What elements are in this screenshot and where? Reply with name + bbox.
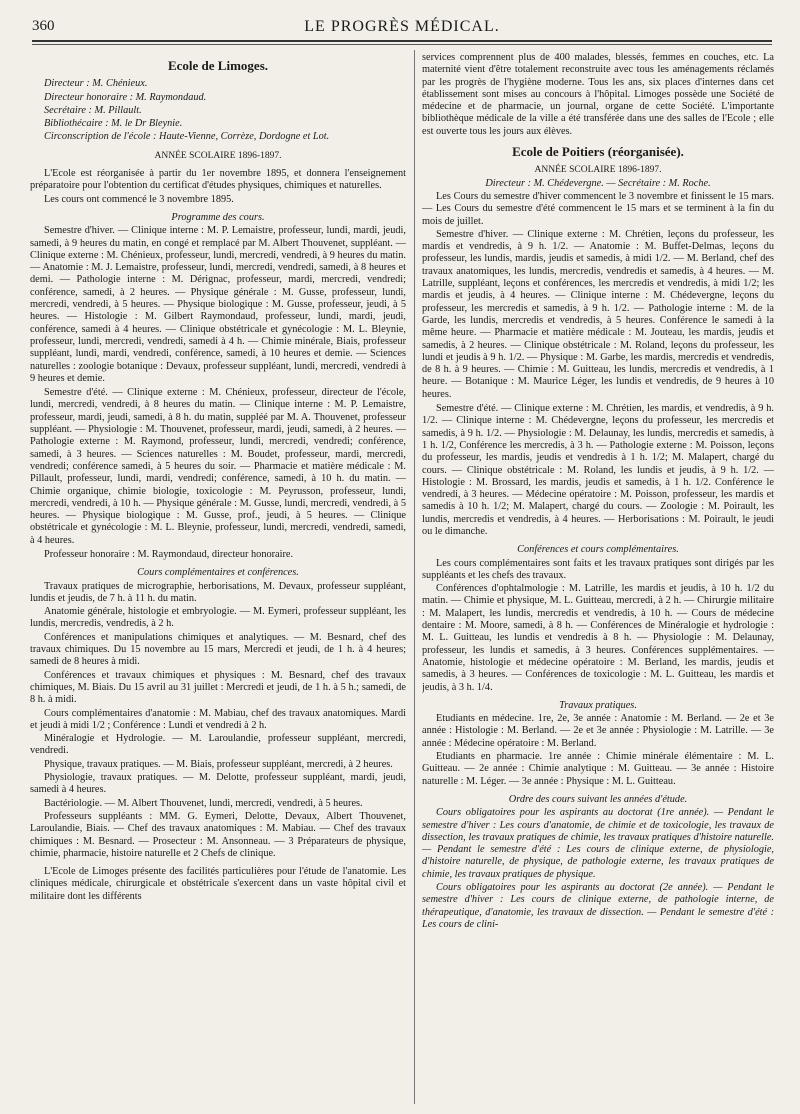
- limoges-summer-semester: Semestre d'été. — Clinique externe : M. Chénieux, professeur, directeur de l'école, lundi, mercredi, vendredi, à 8 heures du matin. — Clinique interne : M. P. Lemaistre, professeur, mardi, jeudi, samedi, à 8 h. du matin, suppléé par M. A. Thouvenet, professeur suppléant. — Physiologie : M. Thouvenet, professeur, mardi, jeudi, samedi, à 2 heures. — Pathologie externe : M. Raymond, professeur, lundi, mercredi, vendredi; conférence, samedi, à 3 heures. — Sciences naturelles : M. Boudet, professeur, mardi, mercredi, vendredi; conférence samedi, à 5 heures du soir. — Pharmacie et matière médicale : M. Pillault, professeur, lundi, mardi, vendredi; conférence, samedi, à 10 h. du matin. — Chimie organique, chimie biologie, toxicologie : M. Peyrusson, professeur, lundi, mercredi, vendredi, à 10 h. — Physique générale : M. Gusse, lundi, mercredi, vendredi, à 5 heures. — Physique biologique : M. Gusse, prof., jeudi, à 5 heures. — Clinique obstétricale et gynécologie : M. L. Bleynie, professeur, lundi, mercredi, vendredi, samedi, à 4 heures.: [30, 387, 406, 546]
- poitiers-order-year2: Cours obligatoires pour les aspirants au doctorat (2e année). — Pendant le semestre d'hiver : Les cours de clinique externe, de pathologie interne, de thérapeutique, d'anatomie, les travaux de dissection. — Pendant le semestre d'été : Les cours de clini-: [422, 882, 774, 930]
- header-rule: [32, 40, 772, 42]
- journal-title: LE PROGRÈS MÉDICAL.: [304, 18, 500, 35]
- limoges-staff-line: Directeur : M. Chénieux.: [44, 78, 148, 90]
- limoges-compl-item: Travaux pratiques de micrographie, herborisations, M. Devaux, professeur suppléant, lundis et jeudis, de 7 h. à 11 h. du matin.: [30, 580, 406, 604]
- poitiers-intro: Les Cours du semestre d'hiver commencent le 3 novembre et finissent le 15 mars. — Les Cours du semestre d'été commencent le 15 mars et se terminent à la fin du mois de juillet.: [422, 190, 774, 227]
- limoges-compl-item: Physique, travaux pratiques. — M. Biais, professeur suppléant, mercredi, à 2 heures.: [44, 758, 393, 770]
- limoges-staff-line: Bibliothécaire : M. le Dr Bleynie.: [44, 118, 183, 130]
- page-header: [32, 18, 772, 40]
- column-divider: [414, 50, 415, 1104]
- poitiers-tp-heading: Travaux pratiques.: [559, 699, 637, 711]
- limoges-compl-item: Anatomie générale, histologie et embryologie. — M. Eymeri, professeur suppléant, les lundis, mercredis, vendredis, à 2 h.: [30, 606, 406, 630]
- poitiers-year-heading: ANNÉE SCOLAIRE 1896-1897.: [534, 165, 662, 176]
- poitiers-summer-semester: Semestre d'été. — Clinique externe : M. Chrétien, les mardis, et vendredis, à 9 h. 1/2. — Clinique interne : M. Chédevergne, leçons du professeur, les mercredis et samedis, à 9 h. 1/2. — Physiologie : M. Delaunay, les lundis, mercredis et samedis, à 1 h. 1/2, Conférence les mercredis, à 3 h. — Pathologie externe : M. Poisson, leçons du professeur, les mardis, jeudis et vendredis à 1 h. 1/2; M. Malapert, chargé du cours. — Clinique obstétricale : M. Roland, les lundis et jeudis, à 9 h. 1/2. — Histologie : M. Brossard, les mardis, jeudis et samedis, à 1 h. 1/2. Conférence le vendredi, à 3 heures. — Médecine opératoire : M. Poisson, professeur, les mardis et samedis à 10 h. 1/2; M. Malapert, chargé du cours. — Zoologie : M. Poirault, les lundis, mercredis et vendredis, à 4 heures. — Herborisations : M. Poirault, le jeudi ou le dimanche.: [422, 403, 774, 537]
- limoges-compl-item: Cours complémentaires d'anatomie : M. Mabiau, chef des travaux anatomiques. Mardi et jeudi à midi 1/2 ; Conférence : Lundi et vendredi à 2 h.: [30, 707, 406, 731]
- limoges-compl-item: Conférences et travaux chimiques et physiques : M. Besnard, chef des travaux chimiques, M. Biais. Du 15 avril au 31 juillet : Mercredi et jeudi, de 1 h. à 5 h.; samedi, de 8 h. à midi.: [30, 669, 406, 706]
- limoges-title: Ecole de Limoges.: [167, 58, 268, 73]
- limoges-program-heading: Programme des cours.: [171, 211, 265, 223]
- limoges-staff-line: Circonscription de l'école : Haute-Vienne, Corrèze, Dordogne et Lot.: [44, 131, 330, 143]
- left-column: [30, 52, 406, 1106]
- page-number: 360: [32, 18, 55, 34]
- poitiers-title: Ecole de Poitiers (réorganisée).: [512, 144, 684, 160]
- limoges-honorary: Professeur honoraire : M. Raymondaud, directeur honoraire.: [44, 548, 294, 560]
- limoges-staff-line: Directeur honoraire : M. Raymondaud.: [44, 91, 207, 103]
- limoges-compl-heading: Cours complémentaires et conférences.: [137, 567, 299, 579]
- limoges-compl-item: Physiologie, travaux pratiques. — M. Delotte, professeur suppléant, mardi, jeudi, samedi à 4 heures.: [30, 772, 406, 796]
- poitiers-compl-intro: Les cours complémentaires sont faits et les travaux pratiques sont dirigés par les suppléants et les chefs des travaux.: [422, 557, 774, 581]
- limoges-compl-item: Bactériologie. — M. Albert Thouvenet, lundi, mercredi, vendredi, à 5 heures.: [44, 797, 363, 809]
- limoges-staff-line: Secrétaire : M. Pillault.: [44, 104, 142, 116]
- poitiers-order-heading: Ordre des cours suivant les années d'étude.: [508, 793, 688, 805]
- limoges-winter-semester: Semestre d'hiver. — Clinique interne : M. P. Lemaistre, professeur, lundi, mardi, jeudi, samedi, à 9 heures du matin, en congé et remplacé par M. Albert Thouvenet, suppléant. — Clinique externe : M. Chénieux, professeur, lundi, mercredi, vendredi, à 9 heures du matin. — Anatomie : M. J. Lemaistre, professeur, lundi, mercredi, vendredi, samedi, à 8 heures et demi. — Pathologie interne : M. Dérignac, professeur, mardi, mercredi, vendredi; conférence, samedi, à 2 heures. — Physique générale : M. Gusse, professeur, lundi, mercredi, vendredi, à 5 heures. — Physique biologique : M. Gusse, professeur, jeudi, à 5 heures. — Histologie : M. Gilbert Raymondaud, professeur, lundi, mardi, jeudi, conférence, samedi à 4 heures. — Clinique obstétricale et gynécologie : M. L. Bleynie, professeur, lundi, mercredi, vendredi, samedi à 4 h. — Chimie minérale, Biais, professeur suppléant, lundi, mardi, vendredi, conférence, samedi, à 10 heures et demie. — Sciences naturelles : zoologie botanique : Devaux, professeur suppléant, lundi, mercredi, vendredi à 9 heures et demie.: [30, 225, 406, 384]
- limoges-continuation: services comprennent plus de 400 malades, blessés, femmes en couches, etc. La maternité vient d'être totalement reconstruite avec tous les aménagements réclamés par les progrès de l'hygiène moderne. Tous les ans, six places d'internes dans cet établissement sont mises au concours à l'hôpital. Limoges possède une Société de médecine et de pharmacie, un journal, organe de cette Société. L'importante bibliothèque médicale de la ville a été transférée dans une des salles de l'Ecole ; elle est ouverte tous les jours aux élèves.: [422, 52, 774, 137]
- right-column: [422, 52, 774, 1106]
- limoges-year-heading: ANNÉE SCOLAIRE 1896-1897.: [154, 150, 282, 161]
- poitiers-winter-semester: Semestre d'hiver. — Clinique externe : M. Chrétien, leçons du professeur, les mardis et vendredis, à 9 h. 1/2. — Anatomie : M. Buffet-Delmas, leçons du professeur, les lundis, mardis, jeudis et samedis, à midi 1/2. — M. Berland, chef des travaux anatomiques, les lundis, mercredis, vendredis et samedis, à 4 heures. — M. Latrille, suppléant, leçons et conférences, les mercredis et vendredis, à midi 1/2; les mardis et jeudis, à 4 heures. — Clinique interne : M. Chédevergne, leçons du professeur, les mercredis et samedis, à 9 h. 1/2. — Pathologie interne : M. de la Garde, les lundis, mercredis et vendredis, à 5 heures. Conférence le samedi à la même heure. — Pharmacie et matière médicale : M. Jouteau, les mardis, jeudis et samedis, à 2 heures. — Clinique obstétricale : M. Roland, leçons du professeur, les lundi et jeudis à 9 h. 1/2. — Physique : M. Garbe, les mardis, mercredis et vendredis, de 8 h. à 9 heures. — Chimie : M. Guitteau, les lundis, mercredis et vendredis, à 1 heure. — Botanique : M. Maurice Léger, les lundis et vendredis, de 9 heures à 10 heures.: [422, 228, 774, 400]
- poitiers-compl-heading: Conférences et cours complémentaires.: [517, 544, 679, 556]
- limoges-closing: L'Ecole de Limoges présente des facilités particulières pour l'étude de l'anatomie. Les cliniques médicale, chirurgicale et obstétricale s'exercent dans un vaste hôpital civil et militaire dont les différents: [30, 866, 406, 902]
- poitiers-tp-medicine: Etudiants en médecine. 1re, 2e, 3e année : Anatomie : M. Berland. — 2e et 3e année : Histologie : M. Berland. — 2e et 3e année : Physiologie : M. Latrille. — 3e année : Médecine opératoire : M. Berland.: [422, 713, 774, 749]
- poitiers-order-year1: Cours obligatoires pour les aspirants au doctorat (1re année). — Pendant le semestre d'hiver : Les cours d'anatomie, de chimie et de toxicologie, les travaux de dissection, les travaux pratiques de chimie, les travaux pratiques d'histoire naturelle. — Pendant le semestre d'été : Les cours de clinique externe, de physiologie, d'histoire naturelle, de physique, de pathologie externe, les travaux pratiques de chimie, les travaux pratiques de physique.: [422, 807, 774, 880]
- header-rule-thin: [32, 44, 772, 45]
- limoges-start-date: Les cours ont commencé le 3 novembre 1895.: [44, 193, 234, 205]
- poitiers-tp-pharmacy: Etudiants en pharmacie. 1re année : Chimie minérale élémentaire : M. L. Guitteau. — 2e année : Chimie analytique : M. Guitteau. — 3e année : Histoire naturelle : M. Léger. — 3e année : Physique : M. L. Guitteau.: [422, 751, 774, 787]
- poitiers-compl-list: Conférences d'ophtalmologie : M. Latrille, les mardis et jeudis, à 10 h. 1/2 du matin. — Chimie et physique, M. L. Guitteau, mercredi, à 2 h. — Chirurgie militaire : M. Malapert, les lundis, mercredis et vendredis, à 10 h. — Cours de médecine dentaire : M. Moore, samedi, à 8 h. — Conférences de Minéralogie et hydrologie : M. L. Guitteau, les lundis et vendredis à 8 h. — Physiologie : M. Delaunay, professeur, les lundis et samedis, à 3 heures. Conférences supplémentaires. — Anatomie, histologie et médecine opératoire : M. Berland, les mardis, jeudis et samedis, à 3 heures. — Conférences de toxicologie : M. L. Guitteau, les mardis et jeudis, à 3 h. 1/4.: [422, 583, 774, 693]
- limoges-intro: L'Ecole est réorganisée à partir du 1er novembre 1895, et donnera l'enseignement préparatoire pour l'obtention du certificat d'études physiques, chimiques et naturelles.: [30, 168, 406, 192]
- limoges-compl-item: Professeurs suppléants : MM. G. Eymeri, Delotte, Devaux, Albert Thouvenet, Laroulandie, Biais. — Chef des travaux anatomiques : M. Mabiau. — Chef des travaux chimiques : M. Besnard. — Prosecteur : M. Ansonneau. — 3 Préparateurs de physique, chimie, pharmacie, histoire naturelle et 2 Chefs de clinique.: [30, 810, 406, 859]
- poitiers-staff: Directeur : M. Chédevergne. — Secrétaire : M. Roche.: [485, 177, 711, 189]
- limoges-compl-item: Conférences et manipulations chimiques et analytiques. — M. Besnard, chef des travaux chimiques. Du 15 novembre au 15 mars, Mercredi et jeudi, de 1 h. à 4 heures; samedi de 8 heures à midi.: [30, 631, 406, 668]
- limoges-compl-item: Minéralogie et Hydrologie. — M. Laroulandie, professeur suppléant, mercredi, vendredi.: [30, 733, 406, 757]
